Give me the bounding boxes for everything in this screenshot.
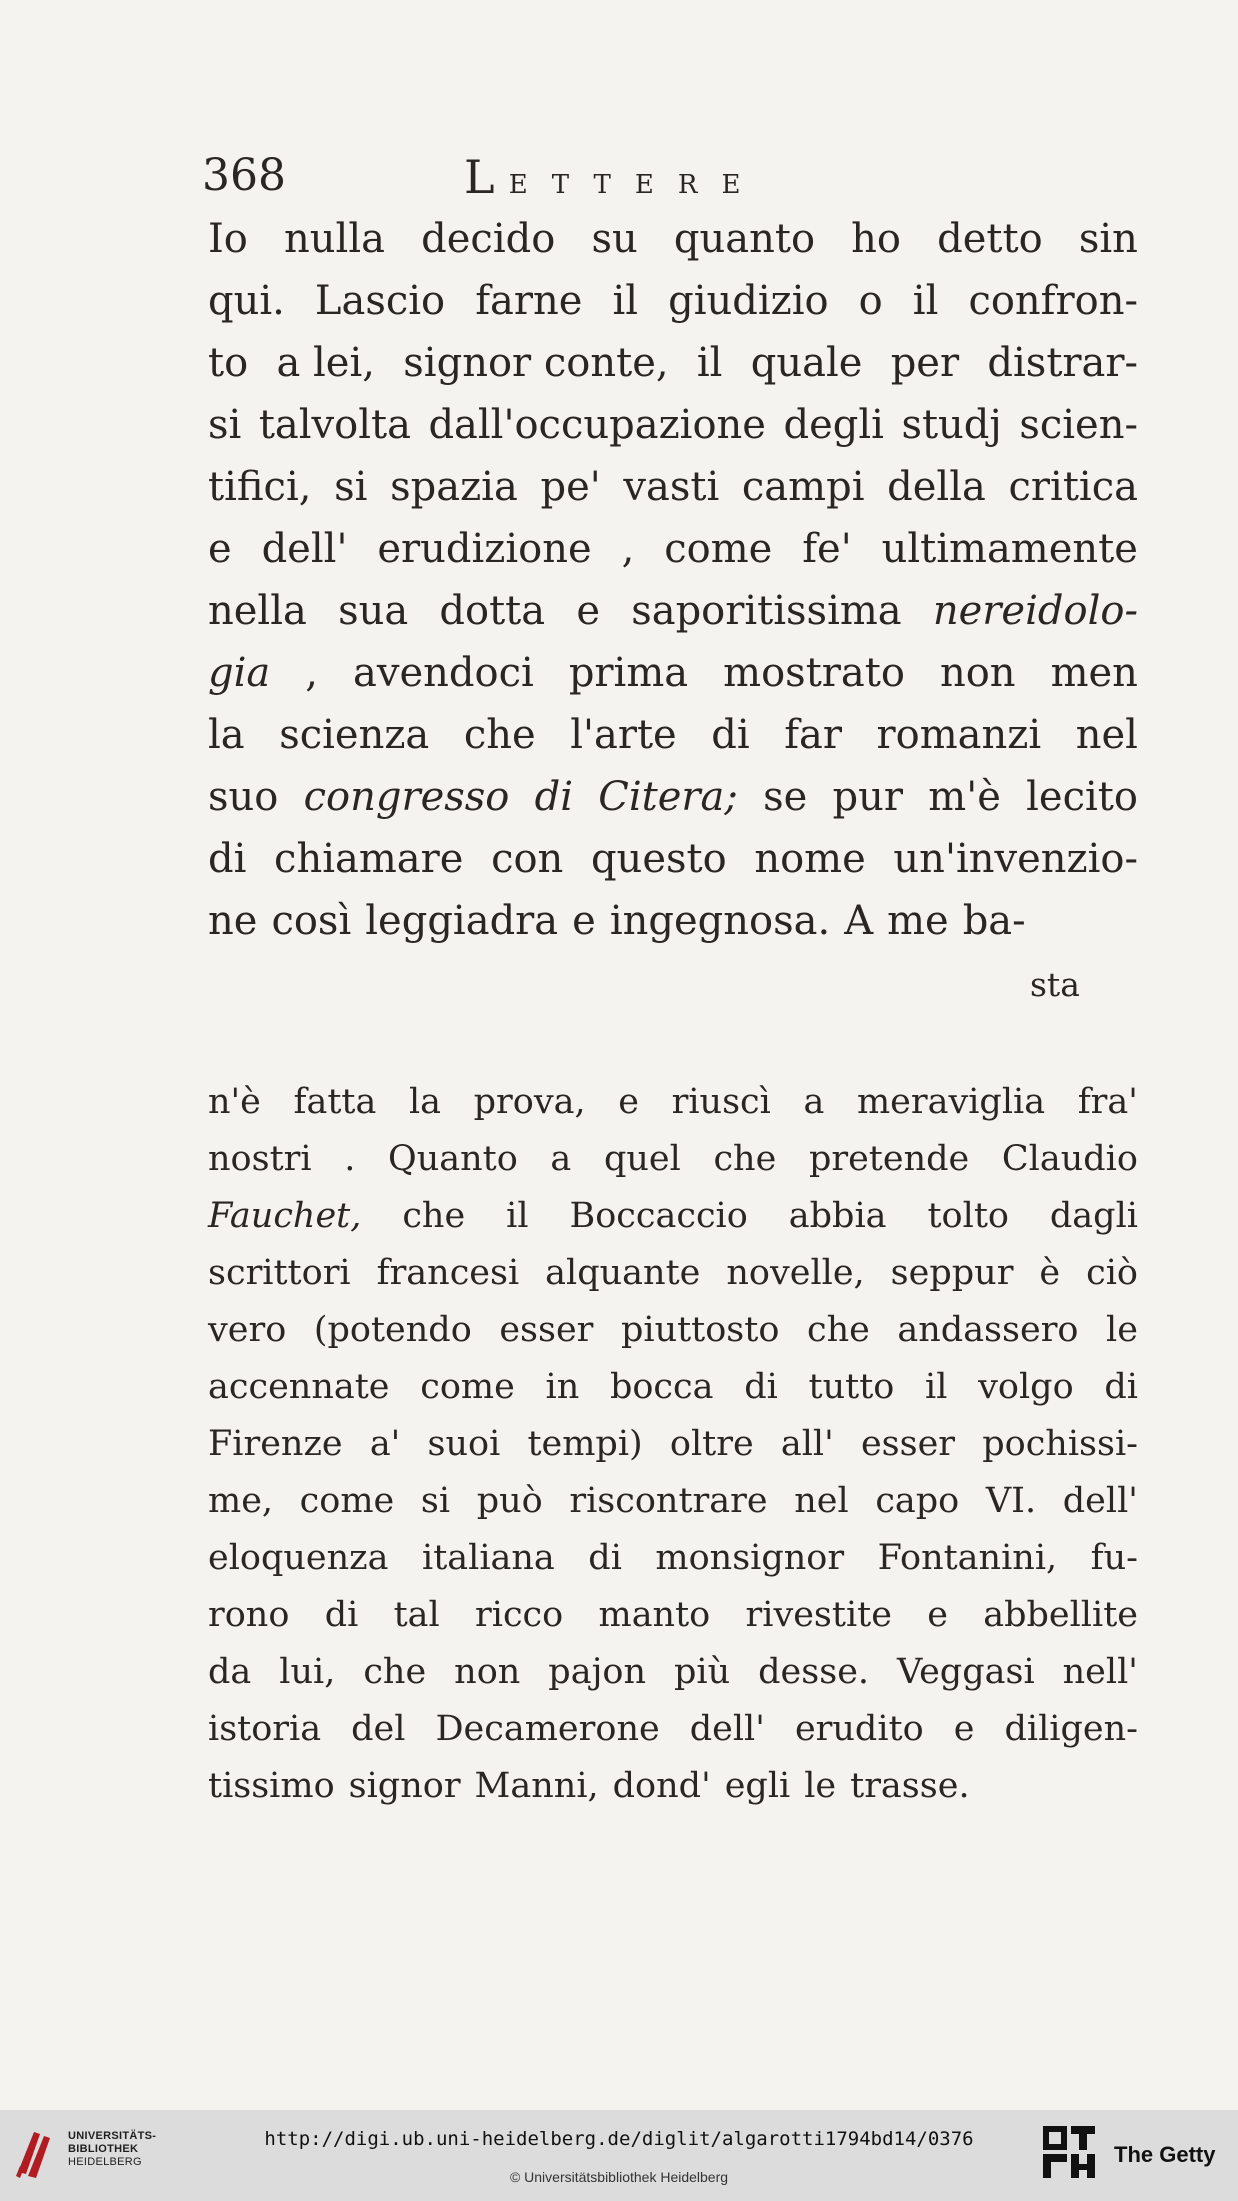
word: istoria [208,1709,322,1749]
word: , [621,526,635,572]
word: Fontanini, [877,1538,1058,1578]
word: la [408,1082,442,1122]
word: a [550,1139,572,1179]
viewer-footer [0,2110,1238,2201]
word: Firenze [208,1424,343,1464]
word: pretende [808,1139,970,1179]
word: critica [1008,464,1138,510]
word: , [305,650,318,696]
word: da [208,1652,252,1692]
word: farne [475,278,583,324]
word: VI. [985,1481,1037,1521]
word: si [420,1481,451,1521]
text-line [208,208,1138,270]
word: talvolta [258,402,411,448]
word: giudizio [668,278,829,324]
word: tal [393,1595,440,1635]
word: dall'occupazione [428,402,766,448]
word: fe' [802,526,852,572]
word: per [890,340,960,386]
word: con [491,836,564,882]
text-line [208,1131,1138,1188]
word: meraviglia [856,1082,1046,1122]
word: trasse. [850,1766,970,1806]
text-line [208,704,1138,766]
word: quanto [673,216,816,262]
text-line [208,828,1138,890]
word: nel [1075,712,1138,758]
permalink-url[interactable]: http://digi.ub.uni-heidelberg.de/diglit/algarotti1794bd14/0376 [264,2128,974,2150]
word: leggiadra [365,898,559,944]
text-line [208,332,1138,394]
word: volgo [978,1367,1074,1407]
word: è [1039,1253,1061,1293]
word: oltre [669,1424,754,1464]
word: Decamerone [435,1709,660,1749]
word: questo [590,836,727,882]
word: monsignor [655,1538,845,1578]
text-line [208,1701,1138,1758]
word: ba- [962,898,1026,944]
word: ne [208,898,258,944]
word: di [744,1367,778,1407]
word: chiamare [274,836,464,882]
word: Manni, [474,1766,599,1806]
word: manto [598,1595,711,1635]
word: erudito [794,1709,924,1749]
word: studj [901,402,1002,448]
word: distrar- [987,340,1138,386]
library-name-line: UNIVERSITÄTS- [68,2130,157,2142]
word: o [858,278,883,324]
word: Quanto [388,1139,518,1179]
word: il [912,278,939,324]
word: scienza [279,712,430,758]
word: desse. [758,1652,870,1692]
word: (potendo [313,1310,472,1350]
word: far [784,712,842,758]
word: gia [208,650,271,696]
word: vero [208,1310,287,1350]
word: A [844,898,874,944]
word: come [299,1481,395,1521]
getty-label: The Getty [1114,2142,1216,2167]
word: e [927,1595,948,1635]
word: le [804,1766,837,1806]
text-line [208,518,1138,580]
word: Fauchet, [208,1196,362,1236]
word: n'è [208,1082,261,1122]
text-line [208,580,1138,642]
word: alquante [545,1253,701,1293]
word: che [402,1196,466,1236]
word: può [476,1481,543,1521]
text-line [208,1359,1138,1416]
word: fra' [1077,1082,1138,1122]
running-title [464,150,764,204]
word: andassero [897,1310,1079,1350]
word: nereidolo- [932,588,1138,634]
word: seppur [890,1253,1014,1293]
word: tempi) [527,1424,643,1464]
word: Lascio [314,278,446,324]
word: degli [783,402,884,448]
word: del [351,1709,406,1749]
word: to [208,340,249,386]
word: signor conte, [403,340,669,386]
word: la [208,712,245,758]
word: suo [208,774,279,820]
word: non [454,1652,521,1692]
word: Veggasi [897,1652,1035,1692]
word: m'è [928,774,1001,820]
word: della [887,464,986,510]
text-line [208,1758,1138,1815]
word: il [506,1196,529,1236]
word: che [713,1139,777,1179]
word: . [344,1139,356,1179]
running-title-rest: ETTERE [508,170,765,200]
word: che [363,1652,427,1692]
word: pur [832,774,904,820]
word: dell' [261,526,348,572]
text-line [208,456,1138,518]
word: a lei, [276,340,375,386]
word: che [463,712,536,758]
word: nome [754,836,866,882]
word: fu- [1090,1538,1138,1578]
word: abbellite [983,1595,1138,1635]
word: me [887,898,949,944]
word: erudizione [377,526,592,572]
word: nel [794,1481,849,1521]
word: ultimamente [881,526,1138,572]
word: signor [348,1766,461,1806]
word: congresso [303,774,510,820]
word: campi [741,464,865,510]
word: non [939,650,1016,696]
word: dond' [612,1766,711,1806]
catchword: sta [1030,965,1080,1004]
word: le [1106,1310,1138,1350]
word: più [674,1652,731,1692]
word: tutto [808,1367,895,1407]
word: egli [724,1766,791,1806]
word: l'arte [570,712,677,758]
text-line [208,1530,1138,1587]
word: si [208,402,242,448]
word: saporitissima [631,588,902,634]
word: in [545,1367,580,1407]
word: di [534,774,574,820]
word: suoi [427,1424,501,1464]
word: di [324,1595,359,1635]
word: romanzi [876,712,1042,758]
word: dell' [689,1709,765,1749]
word: tolto [927,1196,1009,1236]
word: se [763,774,808,820]
word: di [711,712,750,758]
word: fatta [293,1082,377,1122]
word: me, [208,1481,274,1521]
page-number: 368 [202,150,286,201]
word: e [572,898,596,944]
word: il [612,278,639,324]
text-line [208,1245,1138,1302]
word: pochissi- [982,1424,1138,1464]
word: Claudio [1001,1139,1138,1179]
word: a' [369,1424,401,1464]
text-line [208,1473,1138,1530]
word: un'invenzio- [893,836,1138,882]
copyright-notice: © Universitätsbibliothek Heidelberg [509,2169,729,2185]
word: prima [568,650,689,696]
word: detto [937,216,1043,262]
text-line [208,766,1138,828]
page-header [202,150,902,206]
text-line [208,1587,1138,1644]
word: eloquenza [208,1538,389,1578]
word: rivestite [745,1595,892,1635]
word: il [925,1367,948,1407]
word: lecito [1026,774,1138,820]
word: come [664,526,773,572]
word: novelle, [726,1253,865,1293]
text-line [208,1188,1138,1245]
word: sua [338,588,409,634]
word: e [208,526,232,572]
text-line [208,1074,1138,1131]
word: a [803,1082,825,1122]
word: dagli [1049,1196,1138,1236]
word: all' [780,1424,834,1464]
word: qui. [208,278,285,324]
word: sin [1078,216,1138,262]
word: riscontrare [569,1481,768,1521]
word: quel [603,1139,681,1179]
word: ciò [1086,1253,1138,1293]
word: e [576,588,600,634]
word: tissimo [208,1766,335,1806]
getty-logo-icon [1043,2126,1101,2195]
text-block-upper [208,208,1138,952]
running-title-initial: L [464,150,495,204]
word: e [618,1082,639,1122]
word: bocca [609,1367,714,1407]
word: vasti [623,464,720,510]
text-line [208,394,1138,456]
word: che [806,1310,870,1350]
word: ricco [475,1595,564,1635]
text-line [208,1302,1138,1359]
text-block-lower [208,1074,1138,1815]
word: quale [750,340,863,386]
word: diligen- [1004,1709,1138,1749]
word: di [208,836,247,882]
word: scien- [1019,402,1138,448]
text-line [208,890,1138,952]
word: Io [208,216,248,262]
library-name-line: HEIDELBERG [68,2156,142,2168]
word: ho [851,216,902,262]
word: tifici, [208,464,312,510]
word: esser [499,1310,594,1350]
word: nell' [1062,1652,1138,1692]
word: riuscì [671,1082,771,1122]
word: rono [208,1595,290,1635]
word: di [1104,1367,1138,1407]
word: dell' [1062,1481,1138,1521]
word: lui, [279,1652,336,1692]
text-line [208,1416,1138,1473]
word: spazia [390,464,518,510]
word: di [588,1538,622,1578]
word: prova, [473,1082,586,1122]
word: si [334,464,368,510]
word: accennate [208,1367,390,1407]
word: e [953,1709,975,1749]
word: Boccaccio [569,1196,748,1236]
library-name-line: BIBLIOTHEK [68,2143,139,2155]
word: nostri [208,1139,312,1179]
word: esser [860,1424,956,1464]
word: decido [421,216,556,262]
word: abbia [788,1196,887,1236]
word: dotta [439,588,546,634]
text-line [208,270,1138,332]
word: men [1050,650,1138,696]
word: piuttosto [620,1310,780,1350]
word: capo [875,1481,960,1521]
text-line [208,642,1138,704]
word: confron- [968,278,1138,324]
word: mostrato [723,650,905,696]
word: il [696,340,723,386]
word: come [420,1367,515,1407]
word: avendoci [353,650,534,696]
text-line [208,1644,1138,1701]
word: italiana [422,1538,555,1578]
word: così [271,898,352,944]
word: ingegnosa. [609,898,831,944]
word: nulla [284,216,385,262]
word: pajon [548,1652,647,1692]
word: scrittori [208,1253,351,1293]
word: nella [208,588,307,634]
word: francesi [376,1253,520,1293]
word: su [591,216,638,262]
word: pe' [540,464,601,510]
word: Citera; [598,774,738,820]
